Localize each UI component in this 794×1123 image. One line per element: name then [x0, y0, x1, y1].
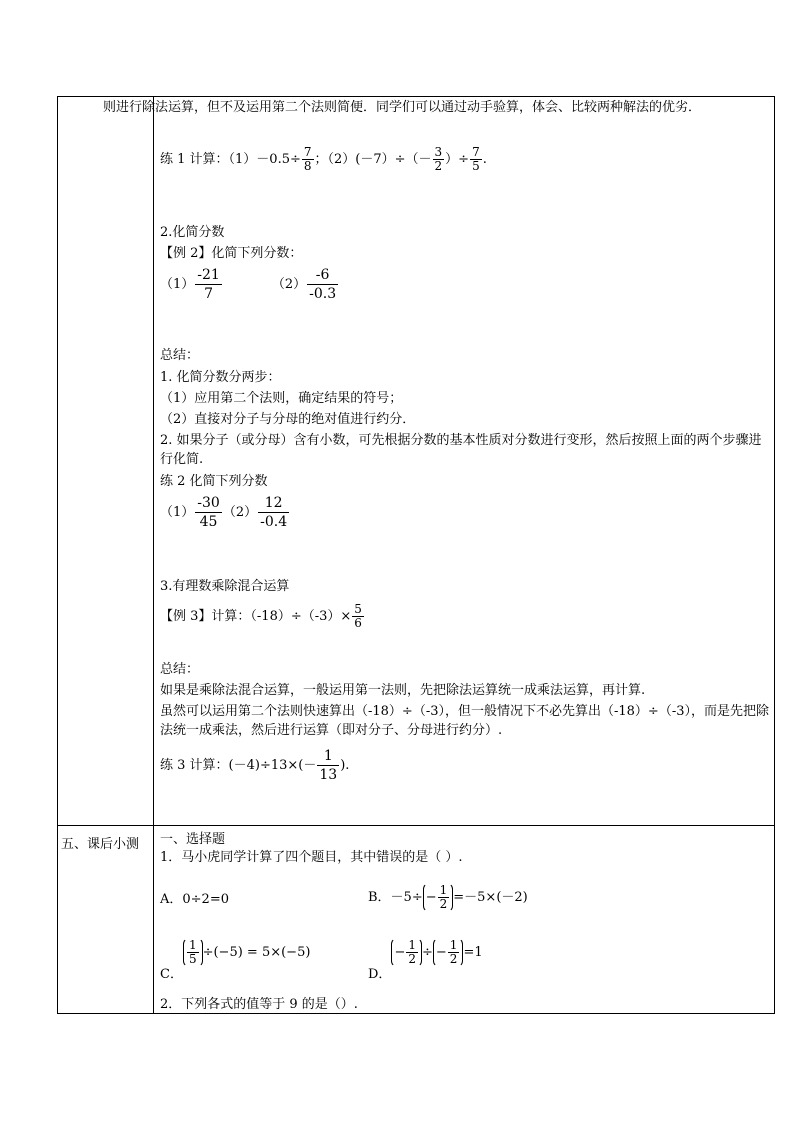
exercise-1: 练 1 计算：（1）－0.5÷ $\frac{7}{8}$ ；（2）(－7）÷（－ $\frac{3}{2}$ ）÷ $\frac{7}{5}$ .	[160, 145, 487, 173]
summary-1-title: 总结：	[160, 348, 200, 363]
summary-2-title: 总结：	[160, 662, 200, 677]
question-1: 1．马小虎同学计算了四个题目，其中错误的是（ ）.	[160, 850, 463, 865]
summary-2-line-1: 如果是乘除法混合运算，一般运用第一法则，先把除法运算统一成乘法运算，再计算.	[160, 683, 646, 698]
summary-1-line-3: （2）直接对分子与分母的绝对值进行约分．	[160, 412, 416, 427]
choice-heading: 一、选择题	[160, 832, 226, 847]
option-c: C． $\frac{1}{5}$ ÷(−5) = 5×(−5)	[160, 938, 311, 982]
section-2-title: 2.化简分数	[160, 225, 225, 240]
option-d: D．− $\frac{1}{2}$ ÷ − $\frac{1}{2}$ =1	[368, 938, 483, 982]
section-label: 五、课后小测	[61, 837, 140, 852]
example-2-fractions: （1） $\frac{-21}{7}$ （2） $\frac{-6}{-0.3}$	[160, 267, 337, 302]
row-divider	[58, 825, 774, 826]
exercise-2-fractions: （1） $\frac{-30}{45}$ （2） $\frac{12}{-0.4}$	[160, 495, 288, 530]
section-3-title: 3.有理数乘除混合运算	[160, 579, 290, 594]
option-b: B．－5÷ − $\frac{1}{2}$ =－5×(－2)	[368, 883, 528, 911]
summary-1-line-2: （1）应用第二个法则，确定结果的符号；	[160, 391, 403, 406]
intro-paragraph: 则进行除法运算，但不及运用第二个法则简便．同学们可以通过动手验算，体会、比较两种解法的优劣．	[103, 100, 702, 115]
option-a: A．0÷2=0	[160, 892, 229, 907]
summary-1-line-4: 2. 如果分子（或分母）含有小数，可先根据分数的基本性质对分数进行变形，然后按照上面的两个步骤进行化简.	[160, 433, 762, 467]
column-divider	[153, 97, 154, 1013]
summary-1-line-1: 1. 化简分数分两步：	[160, 370, 281, 385]
exercise-2-title: 练 2 化简下列分数	[160, 474, 268, 489]
example-3: 【例 3】计算：（-18）÷（-3）× $\frac{5}{6}$	[160, 602, 362, 630]
question-2: 2．下列各式的值等于 9 的是（）.	[160, 997, 358, 1012]
exercise-3: 练 3 计算：(－4)÷13×(－ $\frac{1}{13}$ ).	[160, 748, 350, 783]
summary-2-line-2: 虽然可以运用第二个法则快速算出（-18）÷（-3），但一般情况下不必先算出（-18）÷（-3），而是先把除法统一成乘法，然后进行运算（即对分子、分母进行约分）.	[160, 704, 769, 738]
example-2: 【例 2】化简下列分数：	[160, 246, 303, 261]
